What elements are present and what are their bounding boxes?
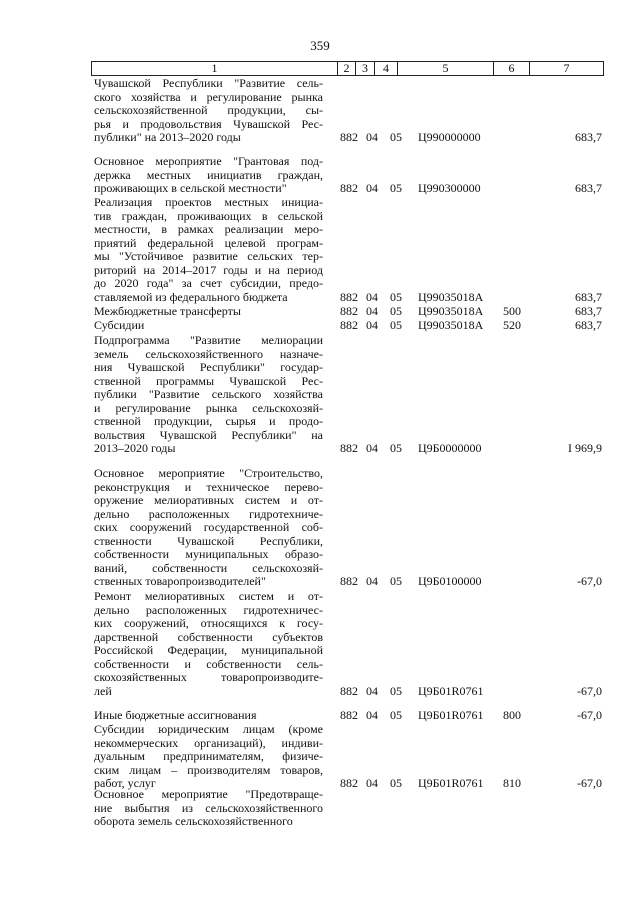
description-line: ственной продукции, сырья и продо- [94, 414, 323, 428]
description-line: Основное мероприятие "Строительство, [94, 466, 323, 480]
cell-c2: 882 [340, 683, 358, 698]
description-line: ких сооружений, относящихся к госу- [94, 616, 323, 630]
description-line: Субсидии юридическим лицам (кроме [94, 722, 323, 736]
cell-c4: 05 [390, 130, 402, 144]
cell-c6: 810 [503, 776, 521, 790]
cell-c4: 05 [390, 181, 402, 195]
description-line: публики" на 2013–2020 годы [94, 130, 241, 144]
description-line: рья и продовольствия Чувашской Рес- [94, 116, 323, 131]
cell-c2: 882 [340, 130, 358, 144]
cell-c3: 04 [366, 181, 378, 195]
table-header [91, 61, 604, 76]
cell-c2: 882 [340, 304, 358, 318]
cell-c5: Ц99035018А [418, 318, 484, 332]
cell-c4: 05 [390, 289, 402, 304]
page-number: 359 [310, 38, 330, 53]
row-description [94, 709, 323, 723]
row-description [94, 723, 323, 791]
description-line: скохозяйственных товаропроизводите- [94, 670, 323, 684]
header-col-7: 7 [563, 61, 570, 75]
cell-c2: 882 [340, 441, 358, 455]
cell-c7: 683,7 [575, 318, 602, 332]
description-line: ским лицам – производителям товаров, [94, 762, 323, 777]
header-col-6: 6 [508, 61, 515, 75]
description-line: местности, в рамках реализации меро- [94, 222, 323, 236]
row-description [94, 319, 323, 333]
cell-c2: 882 [340, 318, 358, 332]
description-line: Межбюджетные трансферты [94, 304, 241, 318]
description-line: ственности Чувашской Республики, [94, 533, 323, 548]
cell-c4: 05 [390, 776, 402, 790]
description-line: ваний, собственности сельскохозяй- [94, 560, 323, 575]
cell-c7: -67,0 [577, 683, 602, 698]
cell-c7: -67,0 [577, 708, 602, 722]
description-line: ственной программы Чувашской Рес- [94, 373, 323, 388]
cell-c4: 05 [390, 708, 402, 722]
description-line: приятий федеральной целевой програм- [94, 235, 323, 250]
cell-c5: Ц9Б0100000 [418, 574, 482, 588]
description-line: и регулирование рынка сельскохозяй- [94, 400, 323, 415]
description-line: публики "Развитие сельского хозяйства [94, 387, 323, 401]
cell-c2: 882 [340, 574, 358, 588]
description-line: Подпрограмма "Развитие мелиорации [94, 333, 323, 347]
description-line: оружение мелиоративных систем и от- [94, 493, 323, 507]
description-line: 2013–2020 годы [94, 441, 176, 455]
header-col-1: 1 [211, 61, 218, 75]
description-line: ского хозяйства и регулирование рынка [94, 89, 323, 104]
cell-c3: 04 [366, 708, 378, 722]
description-line: Чувашской Республики "Развитие сель- [94, 76, 323, 90]
cell-c7: 683,7 [575, 130, 602, 144]
cell-c3: 04 [366, 776, 378, 790]
cell-c5: Ц990000000 [418, 130, 481, 144]
cell-c7: -67,0 [577, 776, 602, 790]
cell-c7: -67,0 [577, 574, 602, 588]
row-description [94, 334, 323, 456]
cell-c6: 800 [503, 708, 521, 722]
cell-c3: 04 [366, 304, 378, 318]
row-description [94, 305, 323, 319]
description-line: собственности муниципальных образо- [94, 547, 323, 561]
description-line: Реализация проектов местных инициа- [94, 195, 323, 209]
cell-c5: Ц99035018А [418, 304, 484, 318]
cell-c4: 05 [390, 304, 402, 318]
description-line: ние выбытия из сельскохозяйственного [94, 800, 323, 815]
description-line: дарственной собственности субъектов [94, 629, 323, 644]
description-line: Ремонт мелиоративных систем и от- [94, 589, 323, 603]
header-col-2: 2 [343, 61, 350, 75]
description-line: дуальным предпринимателям, физиче- [94, 749, 323, 763]
description-line: оборота земель сельскохозяйственного [94, 814, 293, 828]
cell-c5: Ц9Б01R0761 [418, 683, 484, 698]
header-col-4: 4 [383, 61, 389, 75]
description-line: риторий на 2014–2017 годы и на период [94, 262, 323, 277]
cell-c3: 04 [366, 289, 378, 304]
cell-c5: Ц99035018А [418, 289, 484, 304]
description-line: держка местных инициатив граждан, [94, 167, 323, 182]
description-line: работ, услуг [94, 776, 156, 790]
cell-c5: Ц9Б01R0761 [418, 708, 484, 722]
description-line: Иные бюджетные ассигнования [94, 708, 257, 722]
cell-c2: 882 [340, 181, 358, 195]
description-line: ния Чувашской Республики" государ- [94, 360, 323, 374]
cell-c2: 882 [340, 708, 358, 722]
description-line: ставляемой из федерального бюджета [94, 289, 288, 304]
description-line: лей [94, 683, 112, 698]
description-line: Основное мероприятие "Предотвраще- [94, 787, 323, 801]
description-line: мы "Устойчивое развитие сельских тер- [94, 249, 323, 263]
cell-c4: 05 [390, 318, 402, 332]
cell-c2: 882 [340, 289, 358, 304]
description-line: вольствия Чувашской Республики" на [94, 427, 323, 442]
description-line: до 2020 года" за счет субсидии, предо- [94, 276, 323, 290]
description-line: Субсидии [94, 318, 145, 332]
cell-c3: 04 [366, 441, 378, 455]
cell-c3: 04 [366, 318, 378, 332]
row-description [94, 590, 323, 698]
description-line: сельскохозяйственной продукции, сы- [94, 103, 323, 117]
description-line: дельно расположенных гидротехничес- [94, 602, 323, 617]
cell-c3: 04 [366, 683, 378, 698]
description-line: дельно расположенных гидротехниче- [94, 506, 323, 521]
header-col-3: 3 [362, 61, 368, 75]
cell-c5: Ц9Б01R0761 [418, 776, 484, 790]
cell-c4: 05 [390, 441, 402, 455]
description-line: реконструкция и техническое перево- [94, 479, 323, 494]
cell-c7: І 969,9 [568, 441, 602, 455]
description-line: тив граждан, проживающих в сельской [94, 208, 323, 223]
cell-c4: 05 [390, 683, 402, 698]
cell-c3: 04 [366, 574, 378, 588]
description-line: некоммерческих организаций), индиви- [94, 735, 323, 750]
description-line: ских сооружений государственной соб- [94, 520, 323, 534]
cell-c5: Ц9Б0000000 [418, 441, 482, 455]
cell-c6: 500 [503, 304, 521, 318]
cell-c7: 683,7 [575, 181, 602, 195]
cell-c3: 04 [366, 130, 378, 144]
description-line: ственных товаропроизводителей" [94, 574, 266, 588]
description-line: Российской Федерации, муниципальной [94, 643, 323, 657]
row-description [94, 196, 323, 304]
row-description [94, 467, 323, 589]
row-description [94, 77, 323, 145]
cell-c2: 882 [340, 776, 358, 790]
cell-c4: 05 [390, 574, 402, 588]
row-description [94, 155, 323, 196]
description-line: земель сельскохозяйственного назначе- [94, 346, 323, 361]
header-col-5: 5 [442, 61, 449, 75]
description-line: Основное мероприятие "Грантовая под- [94, 154, 323, 168]
description-line: собственности и собственности сель- [94, 656, 323, 671]
row-description [94, 788, 323, 829]
cell-c7: 683,7 [575, 289, 602, 304]
description-line: проживающих в сельской местности" [94, 181, 287, 195]
cell-c7: 683,7 [575, 304, 602, 318]
cell-c5: Ц990300000 [418, 181, 481, 195]
cell-c6: 520 [503, 318, 521, 332]
